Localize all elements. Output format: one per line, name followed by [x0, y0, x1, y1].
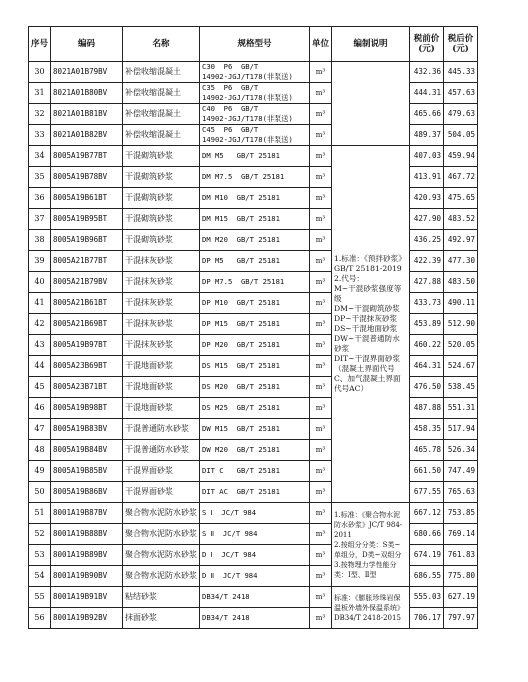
item-code: 8021A01B82BV: [51, 125, 123, 146]
item-name: 干混砌筑砂浆: [123, 188, 200, 209]
item-code: 8021A01B81BV: [51, 104, 123, 125]
item-unit: m³: [310, 398, 332, 419]
row-number: 33: [29, 125, 51, 146]
table-row: [29, 104, 478, 125]
item-spec: DW M15 GB/T 25181: [200, 419, 310, 440]
table-row: [29, 293, 478, 314]
post-tax-price: 457.63: [444, 83, 478, 104]
item-spec: DM M15 GB/T 25181: [200, 209, 310, 230]
row-number: 39: [29, 251, 51, 272]
pre-tax-price: 489.37: [410, 125, 444, 146]
item-spec: DB34/T 2418: [200, 587, 310, 608]
item-unit: m³: [310, 272, 332, 293]
item-code: 8005A19B86BV: [51, 482, 123, 503]
pre-tax-price: 661.50: [410, 461, 444, 482]
post-tax-price: 551.31: [444, 398, 478, 419]
item-spec: C45 P6 GB/T 14902-JGJ/T178(非泵送): [200, 125, 310, 146]
row-number: 36: [29, 188, 51, 209]
item-spec: DM M10 GB/T 25181: [200, 188, 310, 209]
item-spec: DM M7.5 GB/T 25181: [200, 167, 310, 188]
item-name: 干混界面砂浆: [123, 461, 200, 482]
item-spec: C35 P6 GB/T 14902-JGJ/T178(非泵送): [200, 83, 310, 104]
item-name: 干混地面砂浆: [123, 398, 200, 419]
item-unit: m³: [310, 230, 332, 251]
item-code: 8005A19B85BV: [51, 461, 123, 482]
table-row: [29, 83, 478, 104]
row-number: 51: [29, 503, 51, 524]
item-spec: DP M10 GB/T 25181: [200, 293, 310, 314]
table-row: [29, 440, 478, 461]
item-unit: m³: [310, 566, 332, 587]
row-number: 56: [29, 608, 51, 629]
pre-tax-price: 464.31: [410, 356, 444, 377]
header-row: [29, 27, 478, 62]
post-tax-price: 512.90: [444, 314, 478, 335]
compile-note: 标准：《膨胀珍珠岩保温板外墙外保温系统》DB34/T 2418-2015: [332, 587, 410, 629]
pre-tax-price: 413.91: [410, 167, 444, 188]
item-name: 干混界面砂浆: [123, 482, 200, 503]
item-spec: DS M15 GB/T 25181: [200, 356, 310, 377]
row-number: 47: [29, 419, 51, 440]
row-number: 49: [29, 461, 51, 482]
item-code: 8001A19B88BV: [51, 524, 123, 545]
col-header-spec: 规格型号: [200, 27, 310, 62]
item-code: 8001A19B91BV: [51, 587, 123, 608]
item-unit: m³: [310, 356, 332, 377]
item-name: 干混抹灰砂浆: [123, 251, 200, 272]
pre-tax-price: 407.03: [410, 146, 444, 167]
item-code: 8021A01B80BV: [51, 83, 123, 104]
item-unit: m³: [310, 314, 332, 335]
item-code: 8005A21B77BT: [51, 251, 123, 272]
table-row: [29, 608, 478, 629]
item-unit: m³: [310, 503, 332, 524]
post-tax-price: 490.11: [444, 293, 478, 314]
item-spec: DP M7.5 GB/T 25181: [200, 272, 310, 293]
row-number: 48: [29, 440, 51, 461]
item-code: 8005A21B79BV: [51, 272, 123, 293]
item-code: 8005A21B69BT: [51, 314, 123, 335]
post-tax-price: 445.33: [444, 62, 478, 83]
item-unit: m³: [310, 293, 332, 314]
item-spec: DM M20 GB/T 25181: [200, 230, 310, 251]
item-code: 8001A19B92BV: [51, 608, 123, 629]
item-unit: m³: [310, 83, 332, 104]
pre-tax-price: 555.03: [410, 587, 444, 608]
item-unit: m³: [310, 524, 332, 545]
item-name: 干混抹灰砂浆: [123, 272, 200, 293]
item-code: 8005A19B98BT: [51, 398, 123, 419]
table-row: [29, 377, 478, 398]
item-spec: DB34/T 2418: [200, 608, 310, 629]
table-row: [29, 188, 478, 209]
item-unit: m³: [310, 251, 332, 272]
item-spec: C30 P6 GB/T 14902-JGJ/T178(非泵送): [200, 62, 310, 83]
col-header-note: 编制说明: [332, 27, 410, 62]
compile-note: [332, 62, 410, 146]
item-name: 干混地面砂浆: [123, 356, 200, 377]
post-tax-price: 483.52: [444, 209, 478, 230]
item-spec: S Ⅰ JC/T 984: [200, 503, 310, 524]
pre-tax-price: 427.88: [410, 272, 444, 293]
pre-tax-price: 476.50: [410, 377, 444, 398]
table-row: [29, 125, 478, 146]
table-row: [29, 272, 478, 293]
post-tax-price: 747.49: [444, 461, 478, 482]
pre-tax-price: 680.66: [410, 524, 444, 545]
row-number: 42: [29, 314, 51, 335]
pre-tax-price: 436.25: [410, 230, 444, 251]
item-unit: m³: [310, 545, 332, 566]
item-code: 8001A19B89BV: [51, 545, 123, 566]
item-name: 聚合物水泥防水砂浆: [123, 524, 200, 545]
table-row: [29, 419, 478, 440]
row-number: 52: [29, 524, 51, 545]
row-number: 34: [29, 146, 51, 167]
row-number: 30: [29, 62, 51, 83]
table-row: [29, 167, 478, 188]
post-tax-price: 627.19: [444, 587, 478, 608]
item-spec: DS M20 GB/T 25181: [200, 377, 310, 398]
pre-tax-price: 677.55: [410, 482, 444, 503]
item-code: 8005A19B96BT: [51, 230, 123, 251]
row-number: 32: [29, 104, 51, 125]
item-spec: DP M15 GB/T 25181: [200, 314, 310, 335]
item-unit: m³: [310, 188, 332, 209]
table-row: [29, 251, 478, 272]
pre-tax-price: 453.89: [410, 314, 444, 335]
row-number: 41: [29, 293, 51, 314]
post-tax-price: 769.14: [444, 524, 478, 545]
item-unit: m³: [310, 587, 332, 608]
pre-tax-price: 674.19: [410, 545, 444, 566]
table-row: [29, 209, 478, 230]
item-code: 8005A19B97BT: [51, 335, 123, 356]
table-row: [29, 524, 478, 545]
table-row: [29, 335, 478, 356]
item-spec: DM M5 GB/T 25181: [200, 146, 310, 167]
post-tax-price: 520.05: [444, 335, 478, 356]
item-unit: m³: [310, 62, 332, 83]
item-name: 聚合物水泥防水砂浆: [123, 545, 200, 566]
item-name: 抹面砂浆: [123, 608, 200, 629]
item-code: 8005A19B78BV: [51, 167, 123, 188]
item-unit: m³: [310, 377, 332, 398]
row-number: 35: [29, 167, 51, 188]
table-row: [29, 356, 478, 377]
table-row: [29, 482, 478, 503]
item-code: 8005A23B69BT: [51, 356, 123, 377]
post-tax-price: 517.94: [444, 419, 478, 440]
item-name: 干混砌筑砂浆: [123, 146, 200, 167]
item-spec: DW M20 GB/T 25181: [200, 440, 310, 461]
item-name: 干混砌筑砂浆: [123, 209, 200, 230]
row-number: 54: [29, 566, 51, 587]
col-header-no: 序号: [29, 27, 51, 62]
table-row: [29, 461, 478, 482]
table-row: [29, 503, 478, 524]
row-number: 37: [29, 209, 51, 230]
post-tax-price: 477.30: [444, 251, 478, 272]
item-unit: m³: [310, 608, 332, 629]
item-spec: D Ⅱ JC/T 984: [200, 566, 310, 587]
item-code: 8021A01B79BV: [51, 62, 123, 83]
row-number: 55: [29, 587, 51, 608]
pre-tax-price: 444.31: [410, 83, 444, 104]
item-spec: DIT AC GB/T 25181: [200, 482, 310, 503]
table-row: [29, 566, 478, 587]
item-unit: m³: [310, 419, 332, 440]
pre-tax-price: 487.88: [410, 398, 444, 419]
item-code: 8005A21B61BT: [51, 293, 123, 314]
item-name: 补偿收缩混凝土: [123, 62, 200, 83]
pre-tax-price: 427.90: [410, 209, 444, 230]
item-name: 补偿收缩混凝土: [123, 125, 200, 146]
item-spec: DIT C GB/T 25181: [200, 461, 310, 482]
post-tax-price: 504.05: [444, 125, 478, 146]
row-number: 38: [29, 230, 51, 251]
item-spec: DS M25 GB/T 25181: [200, 398, 310, 419]
row-number: 45: [29, 377, 51, 398]
pre-tax-price: 432.36: [410, 62, 444, 83]
post-tax-price: 753.85: [444, 503, 478, 524]
post-tax-price: 538.45: [444, 377, 478, 398]
item-code: 8005A19B77BT: [51, 146, 123, 167]
col-header-name: 名称: [123, 27, 200, 62]
pre-tax-price: 706.17: [410, 608, 444, 629]
compile-note: 1.标准：《聚合物水泥防水砂浆》JC/T 984-2011 2.按组分分类：S类~单组分，D类~双组分 3.按物理力学性能分类：Ⅰ型、Ⅱ型: [332, 503, 410, 587]
post-tax-price: 467.72: [444, 167, 478, 188]
row-number: 31: [29, 83, 51, 104]
item-name: 补偿收缩混凝土: [123, 104, 200, 125]
post-tax-price: 459.94: [444, 146, 478, 167]
row-number: 53: [29, 545, 51, 566]
item-name: 补偿收缩混凝土: [123, 83, 200, 104]
post-tax-price: 797.97: [444, 608, 478, 629]
row-number: 50: [29, 482, 51, 503]
post-tax-price: 524.67: [444, 356, 478, 377]
pre-tax-price: 460.22: [410, 335, 444, 356]
table-row: [29, 398, 478, 419]
pre-tax-price: 420.93: [410, 188, 444, 209]
pre-tax-price: 686.55: [410, 566, 444, 587]
item-name: 干混砌筑砂浆: [123, 167, 200, 188]
item-spec: DP M5 GB/T 25181: [200, 251, 310, 272]
pre-tax-price: 422.39: [410, 251, 444, 272]
pre-tax-price: 433.73: [410, 293, 444, 314]
item-code: 8005A23B71BT: [51, 377, 123, 398]
table-row: [29, 587, 478, 608]
item-name: 干混普通防水砂浆: [123, 419, 200, 440]
item-unit: m³: [310, 335, 332, 356]
item-unit: m³: [310, 209, 332, 230]
col-header-pre-tax: 税前价 (元): [410, 27, 444, 62]
item-code: 8005A19B95BT: [51, 209, 123, 230]
item-name: 聚合物水泥防水砂浆: [123, 503, 200, 524]
pre-tax-price: 458.35: [410, 419, 444, 440]
post-tax-price: 775.80: [444, 566, 478, 587]
post-tax-price: 492.97: [444, 230, 478, 251]
item-spec: S Ⅱ JC/T 984: [200, 524, 310, 545]
table-row: [29, 314, 478, 335]
item-unit: m³: [310, 461, 332, 482]
item-code: 8001A19B87BV: [51, 503, 123, 524]
item-code: 8001A19B90BV: [51, 566, 123, 587]
item-spec: C40 P6 GB/T 14902-JGJ/T178(非泵送): [200, 104, 310, 125]
post-tax-price: 765.63: [444, 482, 478, 503]
row-number: 46: [29, 398, 51, 419]
col-header-post-tax: 税后价 (元): [444, 27, 478, 62]
item-name: 干混抹灰砂浆: [123, 314, 200, 335]
price-table: [28, 26, 478, 629]
row-number: 44: [29, 356, 51, 377]
post-tax-price: 761.83: [444, 545, 478, 566]
item-name: 干混砌筑砂浆: [123, 230, 200, 251]
row-number: 43: [29, 335, 51, 356]
item-unit: m³: [310, 482, 332, 503]
item-unit: m³: [310, 104, 332, 125]
item-name: 粘结砂浆: [123, 587, 200, 608]
post-tax-price: 483.50: [444, 272, 478, 293]
table-row: [29, 146, 478, 167]
item-name: 干混抹灰砂浆: [123, 293, 200, 314]
col-header-code: 编码: [51, 27, 123, 62]
item-spec: DP M20 GB/T 25181: [200, 335, 310, 356]
pre-tax-price: 667.12: [410, 503, 444, 524]
table-row: [29, 545, 478, 566]
item-name: 干混地面砂浆: [123, 377, 200, 398]
compile-note: 1.标准：《预拌砂浆》GB/T 25181-2019 2.代号： M~干混砂浆强度等级 DM~干混砌筑砂浆 DP~干混抹灰砂浆 DS~干混地面砂浆 DW~干混普通防水砂浆 DIT~干混界面砂浆（混凝土界面代号C、加气混凝土界面代号AC）: [332, 146, 410, 503]
pre-tax-price: 465.78: [410, 440, 444, 461]
table-row: [29, 230, 478, 251]
post-tax-price: 526.34: [444, 440, 478, 461]
item-code: 8005A19B84BV: [51, 440, 123, 461]
item-code: 8005A19B61BT: [51, 188, 123, 209]
item-name: 干混普通防水砂浆: [123, 440, 200, 461]
item-unit: m³: [310, 167, 332, 188]
post-tax-price: 475.65: [444, 188, 478, 209]
item-spec: D Ⅰ JC/T 984: [200, 545, 310, 566]
item-name: 聚合物水泥防水砂浆: [123, 566, 200, 587]
row-number: 40: [29, 272, 51, 293]
item-name: 干混抹灰砂浆: [123, 335, 200, 356]
item-unit: m³: [310, 125, 332, 146]
post-tax-price: 479.63: [444, 104, 478, 125]
item-unit: m³: [310, 146, 332, 167]
item-code: 8005A19B83BV: [51, 419, 123, 440]
table-row: [29, 62, 478, 83]
col-header-unit: 单位: [310, 27, 332, 62]
item-unit: m³: [310, 440, 332, 461]
pre-tax-price: 465.66: [410, 104, 444, 125]
